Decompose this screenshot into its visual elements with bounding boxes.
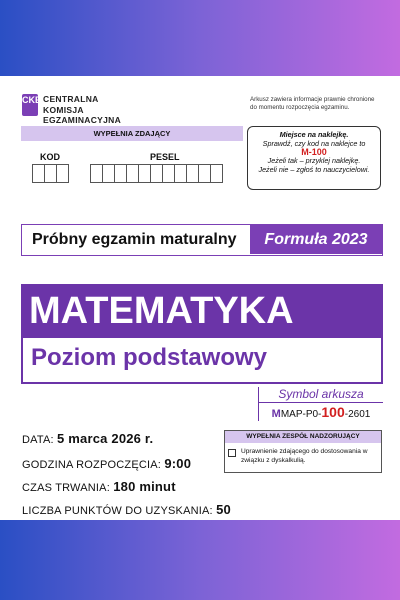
symbol-code-pre: MAP-P0-	[280, 409, 322, 420]
kod-input-boxes[interactable]	[32, 164, 68, 183]
sticker-yes: Jeżeli tak – przyklej naklejkę.	[267, 156, 361, 166]
kod-box[interactable]	[56, 164, 69, 183]
supervisor-box	[224, 430, 382, 473]
duration-label: CZAS TRWANIA:	[22, 482, 110, 494]
dyscalculia-checkbox[interactable]	[228, 449, 236, 457]
symbol-code-post: -2601	[344, 409, 371, 420]
duration-row	[22, 479, 176, 494]
date-row	[22, 431, 153, 446]
symbol-code	[258, 403, 383, 421]
level-title: Poziom podstawowy	[21, 338, 383, 384]
time-label: GODZINA ROZPOCZĘCIA:	[22, 459, 162, 471]
logo-line-1: CENTRALNA	[43, 94, 99, 104]
subject-title: MATEMATYKA	[21, 284, 383, 338]
points-row	[22, 502, 231, 517]
points-value: 50	[216, 502, 231, 517]
symbol-code-number: 100	[321, 404, 345, 420]
symbol-label: Symbol arkusza	[258, 387, 383, 403]
exam-title: Próbny egzamin maturalny	[32, 231, 237, 248]
exam-formula: Formuła 2023	[250, 225, 382, 254]
sticker-no: Jeżeli nie – zgłoś to nauczycielowi.	[258, 164, 370, 174]
exam-cover-page	[0, 76, 400, 520]
date-value: 5 marca 2026 r.	[57, 431, 154, 446]
cke-logo	[22, 94, 121, 126]
logo-mark-icon: CKE	[22, 94, 38, 116]
supervisor-header: WYPEŁNIA ZESPÓŁ NADZORUJĄCY	[225, 431, 381, 443]
time-row	[22, 456, 191, 471]
sticker-check: Sprawdź, czy kod na naklejce to	[262, 138, 366, 148]
time-value: 9:00	[164, 456, 192, 471]
symbol-code-m: M	[271, 408, 281, 420]
exam-title-bar	[21, 224, 383, 256]
points-label: LICZBA PUNKTÓW DO UZYSKANIA:	[22, 505, 213, 517]
pesel-box[interactable]	[210, 164, 223, 183]
duration-value: 180 minut	[113, 479, 176, 494]
kod-label: KOD	[40, 152, 60, 162]
dyscalculia-text: Uprawnienie zdającego do dostosowania w związku z dyskalkulią.	[241, 448, 368, 464]
sticker-title: Miejsce na naklejkę.	[279, 130, 349, 139]
sticker-code: M-100	[301, 147, 327, 158]
pesel-input-boxes[interactable]	[90, 164, 222, 183]
legal-info: Arkusz zawiera informacje prawnie chronione do momentu rozpoczęcia egzaminu.	[250, 96, 375, 111]
logo-line-2: KOMISJA	[43, 104, 84, 115]
date-label: DATA:	[22, 434, 54, 446]
pesel-label: PESEL	[150, 152, 180, 162]
sticker-area	[247, 126, 381, 190]
logo-line-3: EGZAMINACYJNA	[43, 115, 122, 125]
fill-by-candidate-header: WYPEŁNIA ZDAJĄCY	[21, 126, 243, 141]
